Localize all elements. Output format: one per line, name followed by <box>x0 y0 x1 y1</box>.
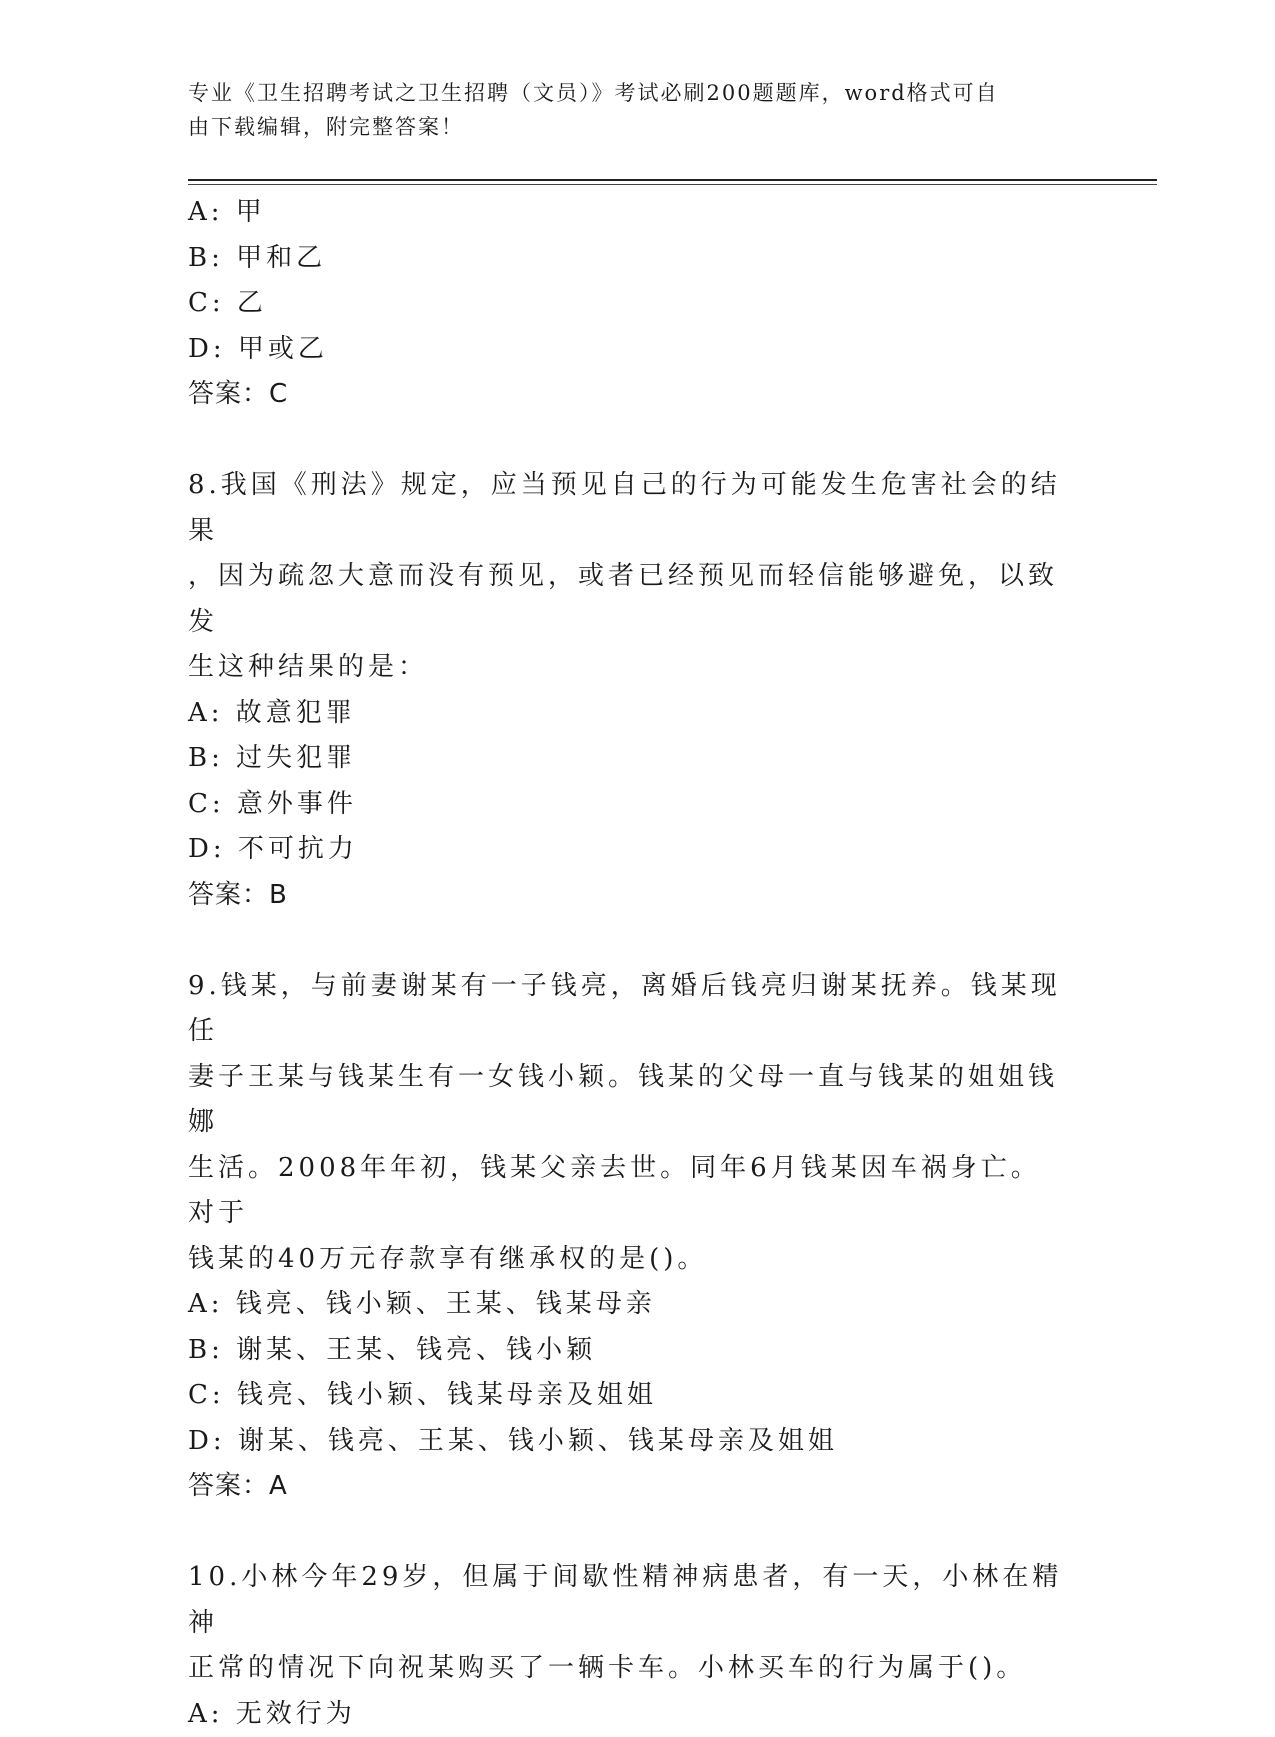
question-8-stem-line: ，因为疏忽大意而没有预见，或者已经预见而轻信能够避免，以致发 <box>188 554 1068 645</box>
question-8-stem-line: 8.我国《刑法》规定，应当预见自己的行为可能发生危害社会的结果 <box>188 463 1068 554</box>
option-b: B: 谢某、王某、钱亮、钱小颖 <box>188 1328 1068 1374</box>
question-7-answer: 答案：C <box>188 372 1068 418</box>
question-10-stem-line: 10.小林今年29岁，但属于间歇性精神病患者，有一天，小林在精神 <box>188 1555 1068 1646</box>
option-b: B: 甲和乙 <box>188 236 1068 282</box>
header-line-2: 由下载编辑，附完整答案！ <box>188 110 1068 144</box>
header-divider-thick <box>188 179 1157 181</box>
question-9-stem-line: 生活。2008年年初，钱某父亲去世。同年6月钱某因车祸身亡。对于 <box>188 1146 1068 1237</box>
header-divider-thin <box>188 184 1157 185</box>
question-9-answer: 答案：A <box>188 1464 1068 1510</box>
header-line-1: 专业《卫生招聘考试之卫生招聘（文员）》考试必刷200题题库，word格式可自 <box>188 76 1068 110</box>
question-8-answer: 答案：B <box>188 873 1068 919</box>
option-d: D: 谢某、钱亮、王某、钱小颖、钱某母亲及姐姐 <box>188 1419 1068 1465</box>
document-header <box>188 76 1068 144</box>
option-d: D: 不可抗力 <box>188 827 1068 873</box>
question-8-stem-line: 生这种结果的是： <box>188 645 1068 691</box>
option-a: A: 甲 <box>188 190 1068 236</box>
option-c: C: 意外事件 <box>188 782 1068 828</box>
option-d: D: 甲或乙 <box>188 327 1068 373</box>
question-8 <box>188 463 1068 918</box>
spacer <box>188 418 1068 464</box>
spacer <box>188 918 1068 964</box>
option-a: A: 钱亮、钱小颖、王某、钱某母亲 <box>188 1282 1068 1328</box>
question-9-stem-line: 9.钱某，与前妻谢某有一子钱亮，离婚后钱亮归谢某抚养。钱某现任 <box>188 964 1068 1055</box>
question-10 <box>188 1555 1068 1737</box>
option-a: A: 无效行为 <box>188 1692 1068 1737</box>
option-c: C: 钱亮、钱小颖、钱某母亲及姐姐 <box>188 1373 1068 1419</box>
question-9-stem-line: 钱某的40万元存款享有继承权的是()。 <box>188 1237 1068 1283</box>
question-10-stem-line: 正常的情况下向祝某购买了一辆卡车。小林买车的行为属于()。 <box>188 1646 1068 1692</box>
document-body <box>188 190 1068 1737</box>
question-7-options <box>188 190 1068 372</box>
option-a: A: 故意犯罪 <box>188 691 1068 737</box>
question-9-stem-line: 妻子王某与钱某生有一女钱小颖。钱某的父母一直与钱某的姐姐钱娜 <box>188 1055 1068 1146</box>
option-c: C: 乙 <box>188 281 1068 327</box>
question-9 <box>188 964 1068 1510</box>
spacer <box>188 1510 1068 1556</box>
option-b: B: 过失犯罪 <box>188 736 1068 782</box>
